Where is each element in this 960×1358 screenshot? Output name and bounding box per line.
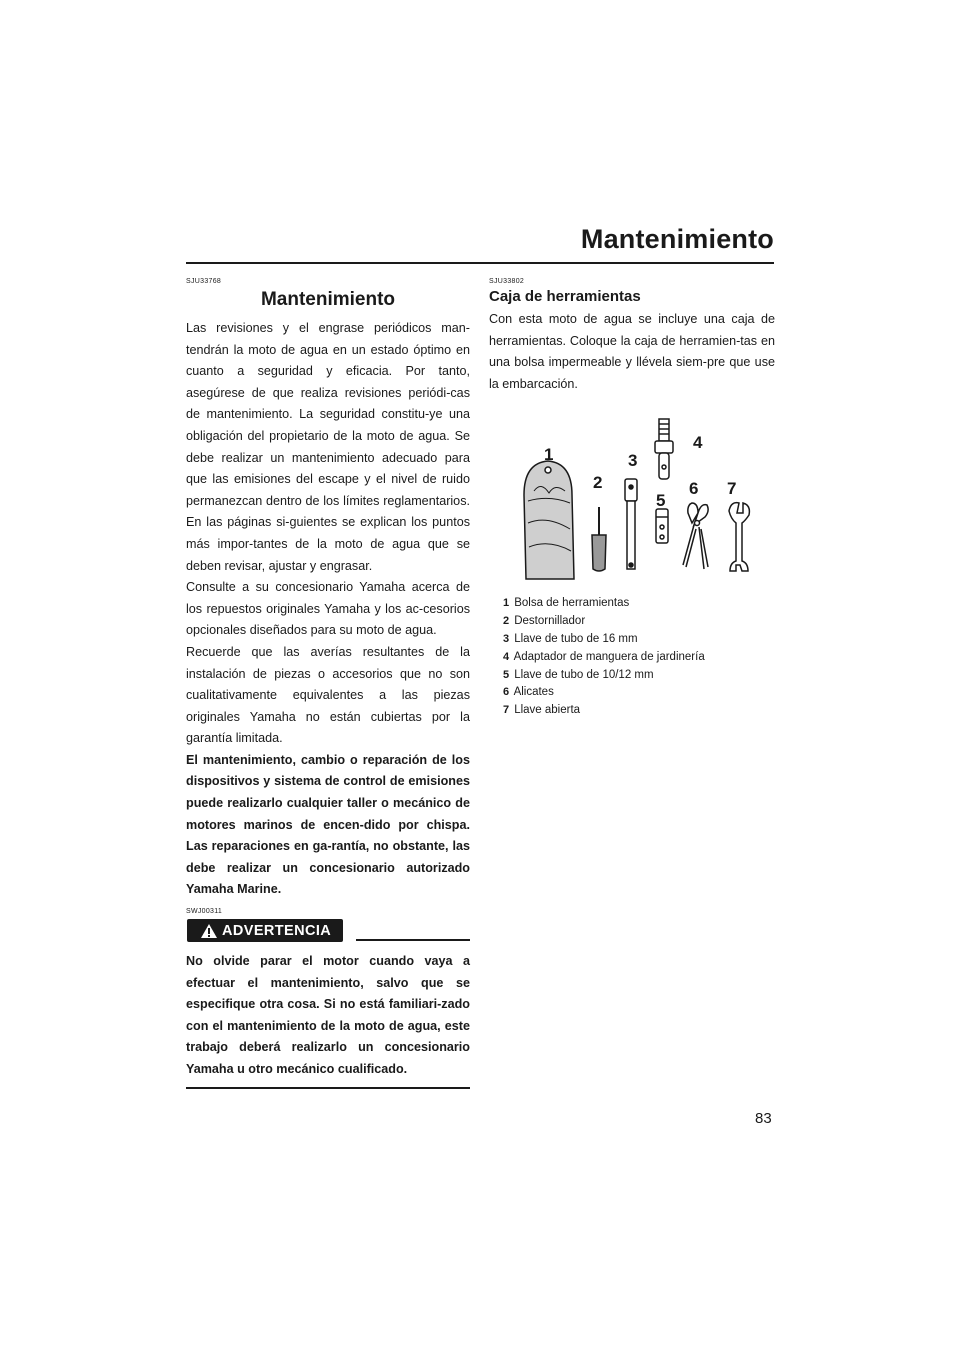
figure-label-1: 1 [544, 445, 554, 465]
legend-item: 6 Alicates [503, 686, 554, 699]
socket-wrench-10-12-icon [656, 509, 668, 543]
section-title: Mantenimiento [260, 289, 396, 310]
warning-badge [187, 919, 343, 942]
figure-label-2: 2 [593, 473, 603, 493]
figure-label-7: 7 [727, 479, 737, 499]
paragraph-intro: Las revisiones y el engrase periódicos man-tendrán la moto de agua en un estado óptimo en cuanto a seguridad y eficacia. Por tanto, asegúrese de que realiza revisiones periódi-cas de mantenimiento. La seguridad constitu-ye una obligación del propietario de la moto de agua. Se debe realizar un mantenimiento adecuado para que las emisiones del escape y el nivel de ruido permanezcan dentro de los límites reglamentarios. En las páginas si-guientes se explican los puntos más impor-tantes de la moto de agua que se deben revisar, ajustar y engrasar. [186, 321, 470, 573]
left-column [186, 278, 470, 1089]
paragraph-warranty: Recuerde que las averías resultantes de la instalación de piezas o accesorios que no son cualitativamente equivalentes a las piezas originales Yamaha no están cubiertas por la garantía limitada. [186, 644, 470, 746]
socket-wrench-16-icon [625, 479, 637, 569]
figure-label-6: 6 [689, 479, 699, 499]
legend-item: 5 Llave de tubo de 10/12 mm [503, 668, 654, 681]
tool-bag-icon [524, 461, 574, 579]
warning-bottom-rule [186, 1087, 470, 1089]
page-number: 83 [755, 1110, 772, 1127]
warning-text: No olvide parar el motor cuando vaya a efectuar el mantenimiento, salvo que se especifique otra cosa. Si no está familiari-zado con el mantenimiento de la moto de agua, este trabajo deberá realizarlo un concesionario Yamaha u otro mecánico cualificado. [186, 954, 470, 1076]
paragraph-tools: Con esta moto de agua se incluye una caja de herramientas. Coloque la caja de herramien-tas en una bolsa impermeable y llévela siem-pre que use la embarcación. [489, 312, 775, 391]
warning-label: ADVERTENCIA [222, 922, 332, 939]
section-code: SJU33768 [186, 278, 222, 285]
tool-kit-figure [489, 411, 775, 583]
legend-item: 2 Destornillador [503, 615, 586, 628]
section-code-tools: SJU33802 [489, 278, 525, 285]
page-header-title: Mantenimiento [580, 224, 774, 254]
warning-triangle-icon [200, 923, 218, 939]
paragraph-emissions: El mantenimiento, cambio o reparación de los dispositivos y sistema de control de emisiones puede realizarlo cualquier taller o mecánico de motores marinos de encen-dido por chispa. Las reparaciones en ga-rantía, no obstante, las debe realizar un concesionario autorizado Yamaha Marine. [186, 752, 470, 897]
warning-code: SWJ00311 [186, 908, 223, 916]
legend-item: 7 Llave abierta [503, 704, 581, 717]
figure-label-3: 3 [628, 451, 638, 471]
open-wrench-icon [729, 503, 749, 571]
tool-legend [503, 595, 775, 720]
section-title-tools: Caja de herramientas [489, 288, 641, 305]
warning-rule [356, 939, 470, 941]
hose-adapter-icon [655, 419, 673, 479]
legend-item: 1 Bolsa de herramientas [503, 597, 630, 610]
legend-item: 4 Adaptador de manguera de jardinería [503, 650, 705, 663]
legend-item: 3 Llave de tubo de 16 mm [503, 632, 638, 645]
figure-label-5: 5 [656, 491, 666, 511]
pliers-icon [683, 503, 708, 569]
warning-header [186, 919, 470, 943]
figure-label-4: 4 [693, 433, 703, 453]
right-column [489, 278, 775, 720]
screwdriver-icon [592, 507, 606, 571]
header-rule [186, 262, 774, 264]
paragraph-dealer: Consulte a su concesionario Yamaha acerca de los repuestos originales Yamaha y los ac-cesorios opcionales diseñados para su moto de agua. [186, 580, 470, 638]
